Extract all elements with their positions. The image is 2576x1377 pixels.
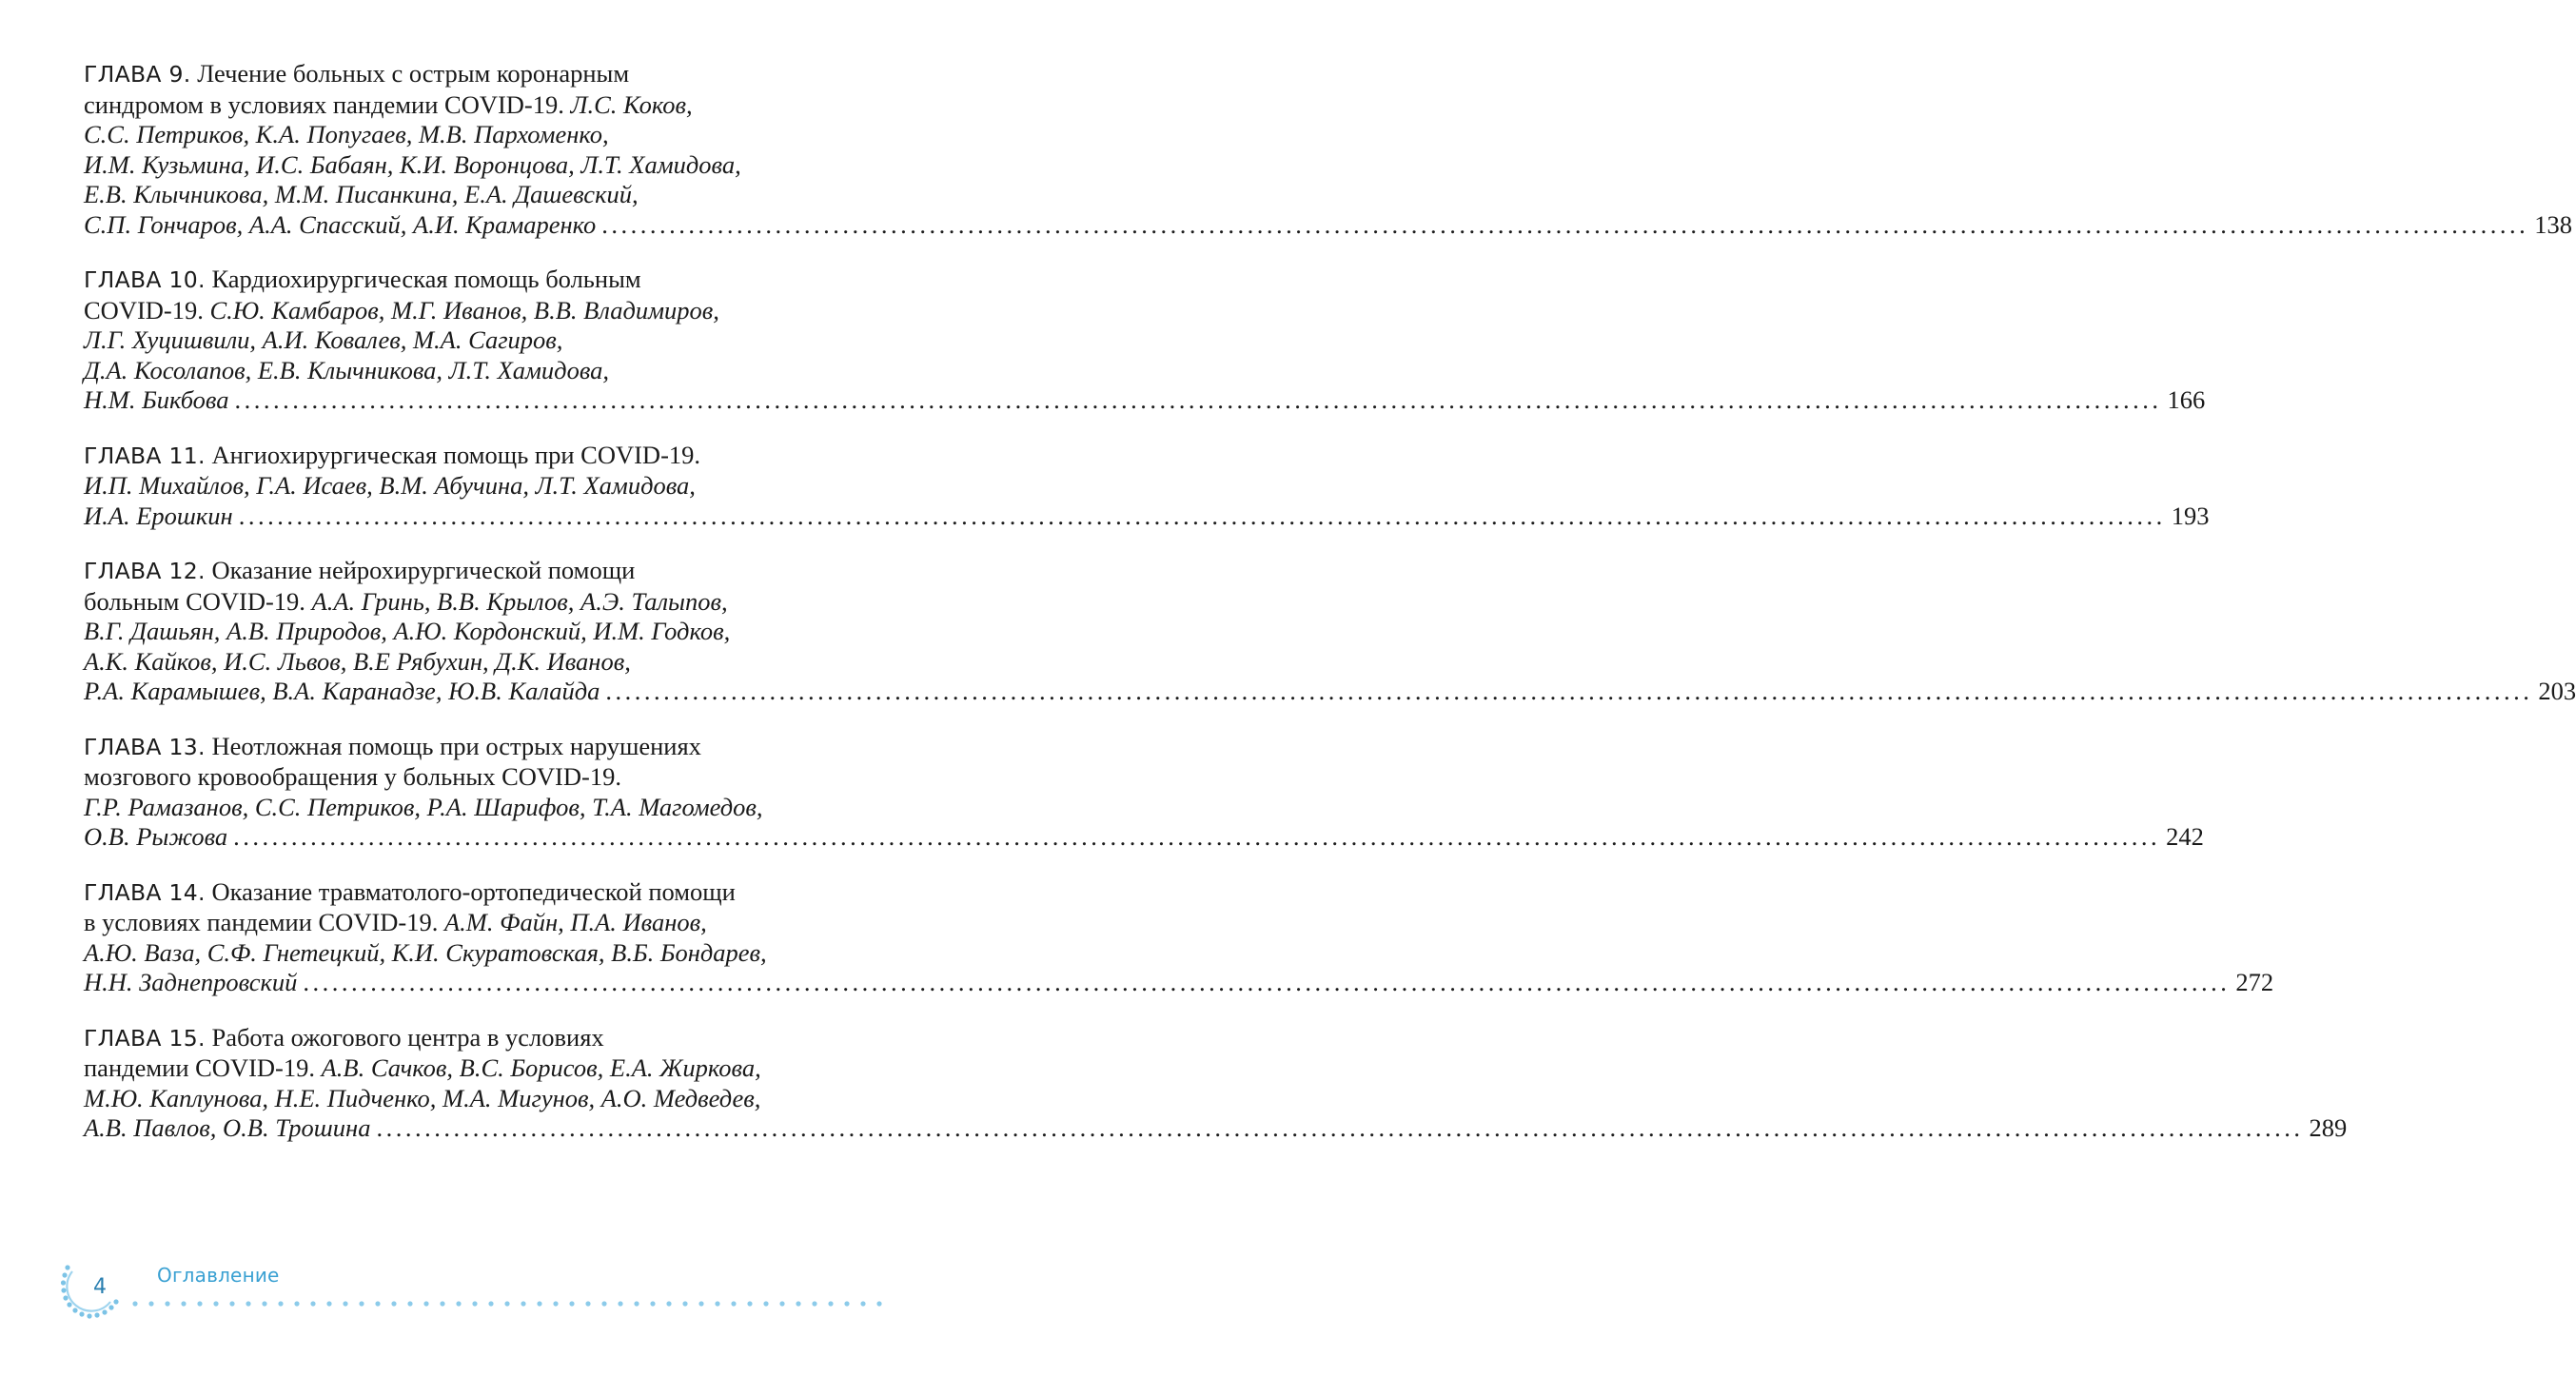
leader-dots: ........................................................................................................................................................................................................: [233, 822, 2161, 851]
decorative-dot: [537, 1301, 541, 1306]
decorative-dot: [715, 1301, 719, 1306]
decorative-dot: [521, 1301, 525, 1306]
chapter-title: мозгового кровообращения у больных COVID-19.: [84, 762, 621, 791]
decorative-dot: [375, 1301, 380, 1306]
decorative-dot: [796, 1301, 800, 1306]
leader-dots: ........................................................................................................................................................................................................: [376, 1113, 2304, 1142]
decorative-dot: [747, 1301, 752, 1306]
page-number: 166: [2167, 385, 2206, 414]
decorative-dot: [812, 1301, 816, 1306]
chapter-authors: О.В. Рыжова: [84, 822, 228, 851]
page-number: 289: [2309, 1113, 2348, 1142]
decorative-dot: [326, 1301, 331, 1306]
page-number: 138: [2534, 209, 2573, 239]
leader-dots: ........................................................................................................................................................................................................: [605, 677, 2533, 705]
toc-entry-chapter-14[interactable]: [84, 876, 2274, 998]
chapter-title: Ангиохирургическая помощь при COVID-19.: [211, 440, 701, 469]
chapter-authors: А.А. Гринь, В.В. Крылов, А.Э. Талыпов,: [311, 586, 728, 616]
chapter-authors: С.П. Гончаров, А.А. Спасский, А.И. Крамаренко: [84, 209, 597, 239]
leader-dots: ........................................................................................................................................................................................................: [238, 501, 2166, 530]
chapter-authors: А.В. Павлов, О.В. Трошина: [84, 1113, 371, 1142]
chapter-authors: И.А. Ерошкин: [84, 501, 233, 530]
decorative-dot: [423, 1301, 428, 1306]
chapter-number: ГЛАВА 15.: [84, 1024, 206, 1052]
chapter-authors: А.Ю. Ваза, С.Ф. Гнетецкий, К.И. Скуратовская, В.Б. Бондарев,: [84, 937, 767, 967]
chapter-title: Неотложная помощь при острых нарушениях: [211, 731, 701, 760]
chapter-authors: Л.С. Коков,: [570, 89, 693, 119]
chapter-number: ГЛАВА 9.: [84, 61, 191, 88]
decorative-dot: [731, 1301, 736, 1306]
chapter-authors: Е.В. Клычникова, М.М. Писанкина, Е.А. Дашевский,: [84, 180, 639, 208]
decorative-dot: [779, 1301, 784, 1306]
decorative-dot: [440, 1301, 444, 1306]
chapter-authors: А.К. Кайков, И.С. Львов, В.Е Рябухин, Д.К. Иванов,: [84, 646, 631, 676]
decorative-dot: [181, 1301, 186, 1306]
chapter-authors: Р.А. Карамышев, В.А. Каранадзе, Ю.В. Калайда: [84, 677, 600, 705]
decorative-dot: [698, 1301, 703, 1306]
decorative-dot: [472, 1301, 477, 1306]
chapter-number: ГЛАВА 13.: [84, 733, 206, 760]
decorative-dot: [666, 1301, 671, 1306]
chapter-title: Кардиохирургическая помощь больным: [211, 265, 641, 293]
table-of-contents: [84, 59, 2576, 1169]
footer-page-number: 4: [93, 1275, 107, 1299]
toc-entry-chapter-11[interactable]: [84, 440, 2210, 532]
decorative-dot: [359, 1301, 364, 1306]
decorative-dot: [148, 1301, 153, 1306]
chapter-authors: И.П. Михайлов, Г.А. Исаев, В.М. Абучина, Л.Т. Хамидова,: [84, 471, 696, 500]
page-number: 242: [2166, 822, 2204, 851]
leader-dots: ........................................................................................................................................................................................................: [601, 209, 2529, 239]
chapter-number: ГЛАВА 12.: [84, 558, 206, 584]
chapter-authors: Д.А. Косолапов, Е.В. Клычникова, Л.Т. Хамидова,: [84, 355, 610, 384]
toc-entry-chapter-15[interactable]: [84, 1022, 2348, 1144]
toc-entry-chapter-12[interactable]: [84, 556, 2576, 707]
chapter-title: пандемии COVID-19.: [84, 1053, 315, 1082]
toc-entry-chapter-9[interactable]: [84, 59, 2573, 240]
decorative-dot: [569, 1301, 574, 1306]
decorative-dot: [634, 1301, 639, 1306]
page-number: 203: [2538, 677, 2576, 705]
decorative-dot: [456, 1301, 461, 1306]
decorative-dot: [278, 1301, 283, 1306]
chapter-authors: А.В. Сачков, В.С. Борисов, Е.А. Жиркова,: [321, 1053, 761, 1082]
decorative-dot: [407, 1301, 412, 1306]
decorative-dot: [310, 1301, 315, 1306]
decorative-dot: [585, 1301, 590, 1306]
leader-dots: ........................................................................................................................................................................................................: [303, 968, 2231, 996]
decorative-dot-row: [129, 1298, 891, 1309]
chapter-title: Оказание травматолого-ортопедической помощи: [211, 876, 736, 906]
decorative-dot: [650, 1301, 655, 1306]
page-number: 193: [2171, 501, 2210, 530]
decorative-dot: [618, 1301, 622, 1306]
chapter-authors: Н.М. Бикбова: [84, 385, 229, 414]
decorative-dot: [132, 1301, 137, 1306]
chapter-title: в условиях пандемии COVID-19.: [84, 908, 439, 936]
decorative-dot: [343, 1301, 347, 1306]
decorative-dot: [229, 1301, 234, 1306]
decorative-dot: [860, 1301, 865, 1306]
decorative-dot: [294, 1301, 299, 1306]
footer-section-title: Оглавление: [157, 1264, 280, 1287]
chapter-authors: А.М. Файн, П.А. Иванов,: [444, 908, 707, 936]
toc-entry-chapter-13[interactable]: [84, 731, 2204, 853]
decorative-dot: [165, 1301, 169, 1306]
chapter-title: Работа ожогового центра в условиях: [211, 1022, 604, 1052]
decorative-dot: [213, 1301, 218, 1306]
decorative-dot: [601, 1301, 606, 1306]
decorative-dot: [391, 1301, 396, 1306]
page-number: 272: [2235, 968, 2274, 996]
decorative-dot: [262, 1301, 266, 1306]
chapter-authors: С.С. Петриков, К.А. Попугаев, М.В. Пархоменко,: [84, 120, 609, 148]
chapter-title: больным COVID-19.: [84, 586, 305, 616]
chapter-authors: Г.Р. Рамазанов, С.С. Петриков, Р.А. Шарифов, Т.А. Магомедов,: [84, 792, 763, 821]
decorative-dot: [763, 1301, 768, 1306]
chapter-title: Лечение больных с острым коронарным: [197, 59, 630, 88]
decorative-dot: [844, 1301, 849, 1306]
decorative-dot: [828, 1301, 833, 1306]
page-footer: [55, 1254, 893, 1330]
decorative-dot: [488, 1301, 493, 1306]
chapter-number: ГЛАВА 14.: [84, 878, 206, 906]
gear-icon: [55, 1254, 124, 1323]
chapter-authors: С.Ю. Камбаров, М.Г. Иванов, В.В. Владимиров,: [209, 295, 719, 325]
chapter-authors: М.Ю. Каплунова, Н.Е. Пидченко, М.А. Мигунов, А.О. Медведев,: [84, 1083, 761, 1112]
leader-dots: ........................................................................................................................................................................................................: [234, 385, 2162, 414]
decorative-dot: [197, 1301, 202, 1306]
chapter-number: ГЛАВА 11.: [84, 442, 206, 469]
decorative-dot: [553, 1301, 558, 1306]
chapter-number: ГЛАВА 10.: [84, 266, 206, 293]
toc-entry-chapter-10[interactable]: [84, 265, 2206, 416]
chapter-authors: В.Г. Дашьян, А.В. Природов, А.Ю. Кордонский, И.М. Годков,: [84, 617, 731, 645]
decorative-dot: [504, 1301, 509, 1306]
chapter-title: Оказание нейрохирургической помощи: [211, 556, 636, 584]
chapter-title: COVID-19.: [84, 295, 204, 325]
chapter-authors: Н.Н. Заднепровский: [84, 968, 298, 996]
chapter-authors: И.М. Кузьмина, И.С. Бабаян, К.И. Воронцова, Л.Т. Хамидова,: [84, 149, 741, 179]
decorative-dot: [876, 1301, 881, 1306]
chapter-title: синдромом в условиях пандемии COVID-19.: [84, 89, 564, 119]
chapter-authors: Л.Г. Хуцишвили, А.И. Ковалев, М.А. Сагиров,: [84, 325, 563, 354]
decorative-dot: [246, 1301, 250, 1306]
decorative-dot: [682, 1301, 687, 1306]
